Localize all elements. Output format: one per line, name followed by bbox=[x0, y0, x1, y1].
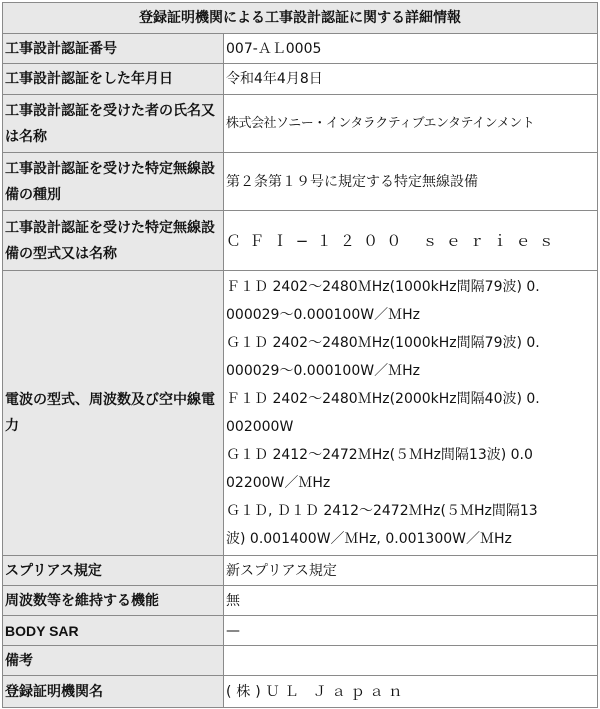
table-row bbox=[3, 64, 598, 95]
row-label-cert-number: 工事設計認証番号 bbox=[3, 34, 224, 64]
row-value-equipment-type: 第２条第１９号に規定する特定無線設備 bbox=[224, 153, 598, 211]
row-value-freq-maintenance: 無 bbox=[224, 586, 598, 616]
table-row bbox=[3, 646, 598, 676]
row-label-model-name: 工事設計認証を受けた特定無線設備の型式又は名称 bbox=[3, 211, 224, 271]
table-row bbox=[3, 95, 598, 153]
row-label-freq-maintenance: 周波数等を維持する機能 bbox=[3, 586, 224, 616]
radio-spec-line: Ｆ１Ｄ 2402～2480ＭHz(2000kHz間隔40波) 0. bbox=[226, 391, 540, 407]
radio-spec-line: 波) 0.001400W／ＭHz, 0.001300W／ＭHz bbox=[226, 531, 512, 547]
row-value-cert-body: (株)ＵＬ Ｊａｐａｎ bbox=[224, 676, 598, 708]
row-label-radio-spec: 電波の型式、周波数及び空中線電力 bbox=[3, 271, 224, 556]
row-label-body-sar: BODY SAR bbox=[3, 616, 224, 646]
radio-spec-line: 000029～0.000100W／ＭHz bbox=[226, 307, 420, 323]
table-row bbox=[3, 616, 598, 646]
row-value-body-sar: — bbox=[224, 616, 598, 646]
table-row bbox=[3, 153, 598, 211]
table-row bbox=[3, 586, 598, 616]
row-value-holder-name: 株式会社ソニー・インタラクティブエンタテインメント bbox=[224, 95, 598, 153]
row-label-holder-name: 工事設計認証を受けた者の氏名又は名称 bbox=[3, 95, 224, 153]
radio-spec-line: 000029～0.000100W／ＭHz bbox=[226, 363, 420, 379]
row-value-remarks bbox=[224, 646, 598, 676]
row-value-cert-date: 令和4年4月8日 bbox=[224, 64, 598, 95]
radio-spec-line: Ｇ１Ｄ 2412～2472ＭHz(５ＭHz間隔13波) 0.0 bbox=[226, 447, 533, 463]
radio-spec-line: Ｆ１Ｄ 2402～2480ＭHz(1000kHz間隔79波) 0. bbox=[226, 279, 540, 295]
row-label-cert-date: 工事設計認証をした年月日 bbox=[3, 64, 224, 95]
table-title: 登録証明機関による工事設計認証に関する詳細情報 bbox=[3, 3, 598, 34]
row-value-spurious: 新スプリアス規定 bbox=[224, 556, 598, 586]
table-row bbox=[3, 34, 598, 64]
table-row bbox=[3, 676, 598, 708]
row-label-cert-body: 登録証明機関名 bbox=[3, 676, 224, 708]
table-row bbox=[3, 556, 598, 586]
radio-spec-line: Ｇ１Ｄ 2402～2480ＭHz(1000kHz間隔79波) 0. bbox=[226, 335, 540, 351]
radio-spec-line: 02200W／ＭHz bbox=[226, 475, 331, 491]
row-value-radio-spec bbox=[224, 271, 598, 556]
table-row bbox=[3, 271, 598, 556]
table-row bbox=[3, 211, 598, 271]
row-value-cert-number: 007-ＡＬ0005 bbox=[224, 34, 598, 64]
row-label-remarks: 備考 bbox=[3, 646, 224, 676]
certification-table bbox=[2, 2, 598, 708]
table-title-row bbox=[3, 3, 598, 34]
radio-spec-line: Ｇ１Ｄ, Ｄ１Ｄ 2412～2472ＭHz(５ＭHz間隔13 bbox=[226, 503, 538, 519]
row-value-model-name: ＣＦＩ−１２００ ｓｅｒｉｅｓ bbox=[224, 211, 598, 271]
row-label-equipment-type: 工事設計認証を受けた特定無線設備の種別 bbox=[3, 153, 224, 211]
row-label-spurious: スプリアス規定 bbox=[3, 556, 224, 586]
radio-spec-line: 002000W bbox=[226, 419, 294, 435]
